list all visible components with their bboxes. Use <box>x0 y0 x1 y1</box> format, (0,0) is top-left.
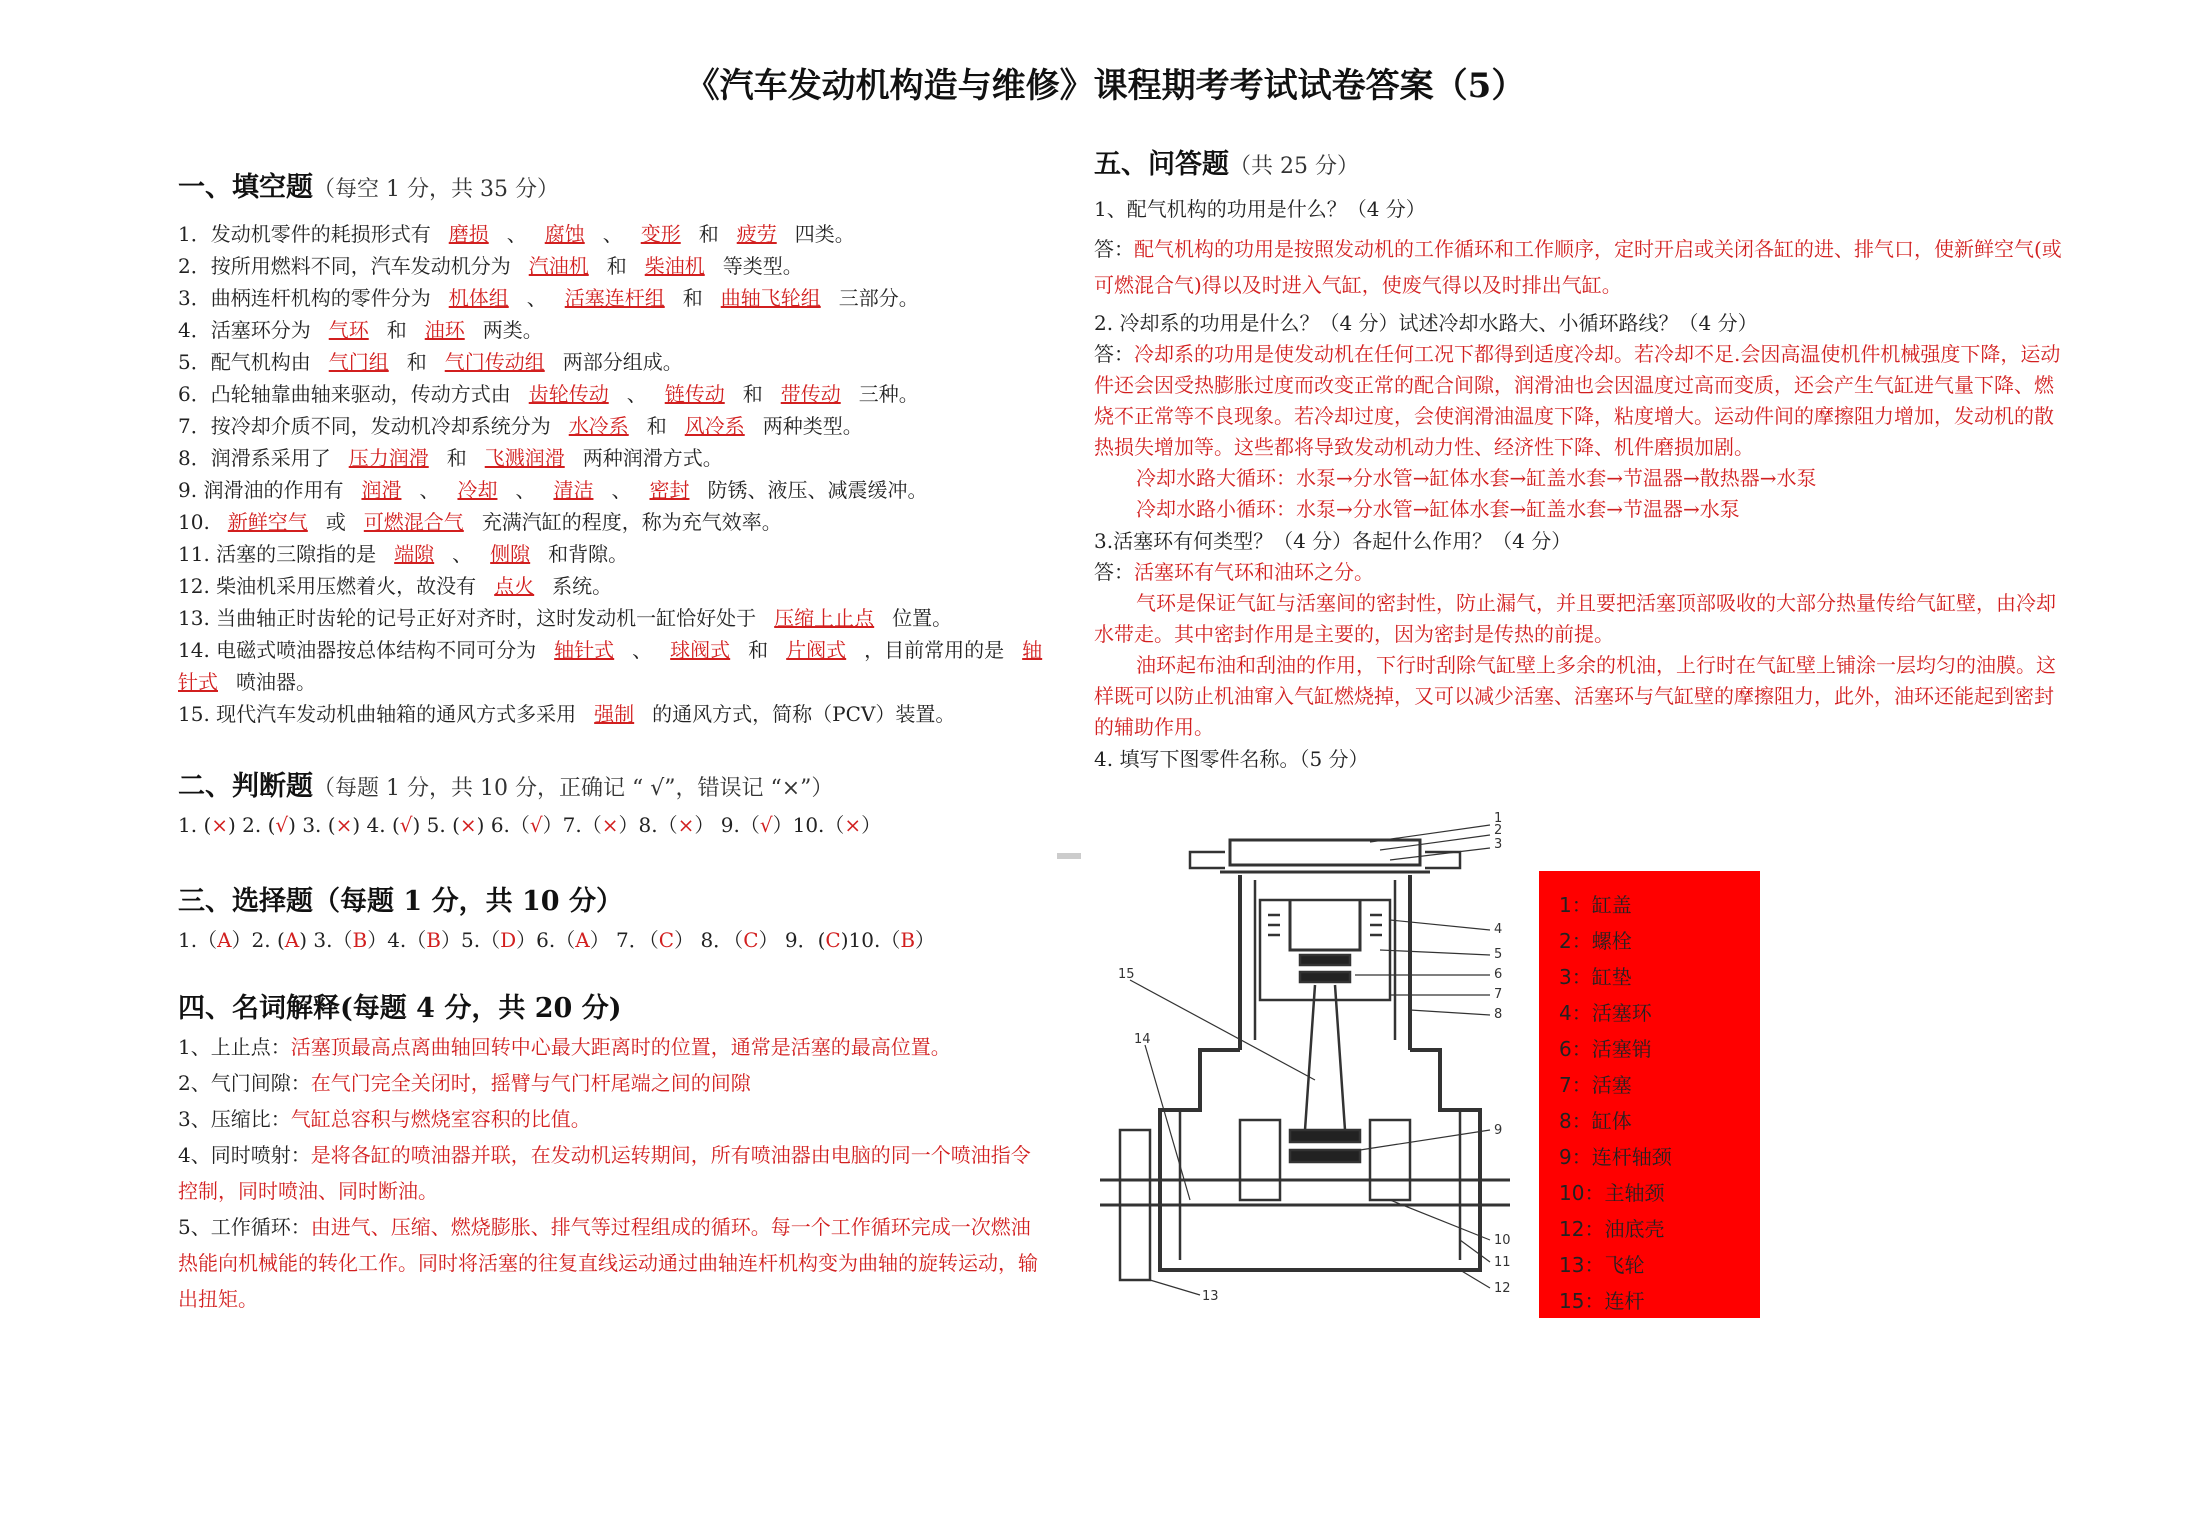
blank-text: ，目前常用的是 <box>864 638 1005 662</box>
blank-answer: 风冷系 <box>684 414 745 438</box>
blank-answer: 链传动 <box>664 382 725 406</box>
choice-letter: C <box>658 928 675 952</box>
blank-text: 和 <box>748 638 769 662</box>
callout-number: 3 <box>1494 837 1503 852</box>
blank-answer: 点火 <box>494 574 535 598</box>
term-definition: 在气门完全关闭时，摇臂与气门杆尾端之间的间隙 <box>310 1071 751 1095</box>
choice-number: ） 9．( <box>758 928 826 952</box>
blank-text: 和 <box>698 222 719 246</box>
fill-blank-item <box>178 506 1048 538</box>
blank-text: 7．按冷却介质不同，发动机冷却系统分为 <box>178 414 551 438</box>
choice-number: ）6.（ <box>516 928 576 952</box>
tf-number: ）10.（ <box>772 813 845 837</box>
blank-text: 和 <box>606 254 627 278</box>
section-fill-blank-heading: 一、填空题（每空 1 分，共 35 分） <box>178 172 559 203</box>
tf-number: ) 2. ( <box>228 813 276 837</box>
choice-letter: B <box>352 928 368 952</box>
blank-answer: 腐蚀 <box>544 222 585 246</box>
term-item <box>178 1065 1048 1101</box>
callout-number: 14 <box>1134 1032 1151 1047</box>
blank-text: 12. 柴油机采用压燃着火，故没有 <box>178 574 477 598</box>
blank-answer: 齿轮传动 <box>528 382 609 406</box>
page-title: 《汽车发动机构造与维修》课程期考考试试卷答案（5） <box>685 66 1526 106</box>
blank-text: 和 <box>386 318 407 342</box>
tf-number: ) 4. ( <box>352 813 400 837</box>
fill-blank-item <box>178 634 1048 698</box>
blank-text: 11. 活塞的三隙指的是 <box>178 542 377 566</box>
blank-answer: 水冷系 <box>568 414 629 438</box>
legend-item: 4：活塞环 <box>1559 1001 1652 1025</box>
callout-number: 12 <box>1494 1281 1511 1296</box>
tf-mark: × <box>211 813 229 837</box>
legend-item: 7：活塞 <box>1559 1073 1632 1097</box>
terms-list <box>178 1029 1048 1317</box>
cooling-big-loop: 冷却水路大循环：水泵→分水管→缸体水套→缸盖水套→节温器→散热器→水泵 <box>1136 466 1817 490</box>
blank-text: 、 <box>611 478 632 502</box>
true-false-answers <box>178 809 1048 841</box>
choice-number: 1.（ <box>178 928 218 952</box>
blank-text: 防锈、液压、减震缓冲。 <box>707 478 928 502</box>
tf-number: ）8.（ <box>618 813 678 837</box>
fill-blank-item <box>178 282 1048 314</box>
blank-text: 、 <box>419 478 440 502</box>
blank-answer: 球阀式 <box>670 638 731 662</box>
blank-text: 两种类型。 <box>762 414 863 438</box>
blank-text: 位置。 <box>892 606 953 630</box>
question-1: 1、配气机构的功用是什么？（4 分） <box>1094 197 1426 221</box>
blank-answer: 侧隙 <box>490 542 531 566</box>
choice-number: ） 8．（ <box>674 928 744 952</box>
blank-text: 两类。 <box>482 318 543 342</box>
choice-letter: C <box>825 928 841 952</box>
blank-answer: 轴针式 <box>178 638 1043 694</box>
blank-text: 四类。 <box>794 222 855 246</box>
cooling-small-loop: 冷却水路小循环：水泵→分水管→缸体水套→缸盖水套→节温器→水泵 <box>1136 497 1740 521</box>
blank-text: 、 <box>515 478 536 502</box>
scan-mark <box>1057 853 1081 859</box>
blank-answer: 变形 <box>640 222 681 246</box>
blank-text: 两种润滑方式。 <box>582 446 723 470</box>
term-label: 1、上止点： <box>178 1035 291 1059</box>
blank-text: 三部分。 <box>838 286 919 310</box>
blank-text: 和 <box>742 382 763 406</box>
blank-answer: 压缩上止点 <box>774 606 875 630</box>
blank-text: 和背隙。 <box>548 542 629 566</box>
callout-number: 11 <box>1494 1255 1511 1270</box>
blank-text: 1．发动机零件的耗损形式有 <box>178 222 431 246</box>
blank-text: 充满汽缸的程度，称为充气效率。 <box>481 510 782 534</box>
callout-number: 2 <box>1494 823 1503 838</box>
legend-item: 13：飞轮 <box>1559 1253 1645 1277</box>
callout-number: 10 <box>1494 1233 1511 1248</box>
fill-blank-item <box>178 474 1048 506</box>
fill-blank-item <box>178 378 1048 410</box>
blank-text: 6．凸轮轴靠曲轴来驱动，传动方式由 <box>178 382 511 406</box>
blank-text: 9. 润滑油的作用有 <box>178 478 344 502</box>
blank-answer: 强制 <box>594 702 635 726</box>
blank-text: 两部分组成。 <box>562 350 683 374</box>
blank-answer: 密封 <box>649 478 690 502</box>
fill-blank-item <box>178 218 1048 250</box>
blank-text: 2．按所用燃料不同，汽车发动机分为 <box>178 254 511 278</box>
blank-text: 等类型。 <box>722 254 803 278</box>
choice-number: )10.（ <box>840 928 901 952</box>
tf-number: ) 6.（ <box>476 813 530 837</box>
tf-number: ） 9.（ <box>694 813 760 837</box>
answer-3-gas-ring: 气环是保证气缸与活塞间的密封性，防止漏气，并且要把活塞顶部吸收的大部分热量传给气缸壁，由冷却水带走。其中密封作用是主要的，因为密封是传热的前提。 <box>1094 591 2056 646</box>
choice-answers <box>178 924 1048 956</box>
choice-letter: D <box>500 928 517 952</box>
answer-2: 答：冷却系的功用是使发动机在任何工况下都得到适度冷却。若冷却不足.会因高温使机件机械强度下降，运动件还会因受热膨胀过度而改变正常的配合间隙，润滑油也会因温度过高而变质，还会产生气缸进气量下降、燃烧不正常等不良现象。若冷却过度，会使润滑油温度下降，粘度增大。运动件间的摩擦阻力增加，发动机的散热损失增加等。这些都将导致发动机动力性、经济性下降、机件磨损加剧。 <box>1094 342 2061 459</box>
answer-3: 答：活塞环有气环和油环之分。 <box>1094 560 1374 584</box>
tf-mark: √ <box>399 813 413 837</box>
choice-number: ）4.（ <box>367 928 427 952</box>
blank-text: 或 <box>325 510 346 534</box>
blank-answer: 轴针式 <box>554 638 615 662</box>
callout-number: 13 <box>1202 1289 1219 1300</box>
parts-legend <box>1539 871 1760 1318</box>
term-definition: 是将各缸的喷油器并联，在发动机运转期间，所有喷油器由电脑的同一个喷油指令控制，同时喷油、同时断油。 <box>178 1143 1031 1203</box>
blank-text: 、 <box>632 638 653 662</box>
section-choice-heading: 三、选择题（每题 1 分，共 10 分） <box>178 886 623 917</box>
legend-item: 8：缸体 <box>1559 1109 1632 1133</box>
callout-number: 9 <box>1494 1123 1503 1138</box>
question-4: 4. 填写下图零件名称。（5 分） <box>1094 747 1369 771</box>
legend-item: 6：活塞销 <box>1559 1037 1652 1061</box>
legend-item: 1：缸盖 <box>1559 893 1632 917</box>
term-definition: 气缸总容积与燃烧室容积的比值。 <box>290 1107 591 1131</box>
blank-answer: 压力润滑 <box>348 446 429 470</box>
blank-answer: 气门组 <box>328 350 389 374</box>
choice-letter: C <box>743 928 759 952</box>
blank-text: 和 <box>446 446 467 470</box>
blank-text: 三种。 <box>858 382 919 406</box>
blank-text: 和 <box>646 414 667 438</box>
blank-text: 14. 电磁式喷油器按总体结构不同可分为 <box>178 638 537 662</box>
section-qa-heading: 五、问答题（共 25 分） <box>1094 149 1359 180</box>
blank-text: 的通风方式，简称（PCV）装置。 <box>652 702 956 726</box>
blank-answer: 疲劳 <box>736 222 777 246</box>
tf-mark: × <box>677 813 695 837</box>
fill-blank-list <box>178 218 1048 730</box>
blank-text: 4．活塞环分为 <box>178 318 311 342</box>
choice-letter: A <box>575 928 590 952</box>
term-definition: 由进气、压缩、燃烧膨胀、排气等过程组成的循环。每一个工作循环完成一次燃油热能向机械能的转化工作。同时将活塞的往复直线运动通过曲轴连杆机构变为曲轴的旋转运动，输出扭矩。 <box>178 1215 1038 1311</box>
blank-text: 和 <box>406 350 427 374</box>
legend-item: 2：螺栓 <box>1559 929 1632 953</box>
blank-answer: 清洁 <box>553 478 594 502</box>
callout-number: 15 <box>1118 967 1135 982</box>
tf-mark: √ <box>759 813 773 837</box>
right-column <box>1094 142 2064 775</box>
callout-number: 8 <box>1494 1007 1503 1022</box>
blank-text: 系统。 <box>552 574 613 598</box>
callout-number: 1 <box>1494 811 1503 826</box>
blank-answer: 油环 <box>424 318 465 342</box>
choice-number: ） 7．（ <box>589 928 659 952</box>
blank-answer: 磨损 <box>448 222 489 246</box>
choice-number: ）2. ( <box>231 928 285 952</box>
blank-text: 13. 当曲轴正时齿轮的记号正好对齐时，这时发动机一缸恰好处于 <box>178 606 757 630</box>
tf-number: ) 5. ( <box>412 813 460 837</box>
tf-mark: × <box>335 813 353 837</box>
tf-number: 1. ( <box>178 813 212 837</box>
blank-answer: 机体组 <box>448 286 509 310</box>
legend-item: 10：主轴颈 <box>1559 1181 1665 1205</box>
blank-answer: 新鲜空气 <box>227 510 308 534</box>
tf-mark: × <box>601 813 619 837</box>
legend-item: 9：连杆轴颈 <box>1559 1145 1672 1169</box>
legend-item: 15：连杆 <box>1559 1289 1645 1313</box>
tf-number: ） <box>861 813 882 837</box>
legend-item: 12：油底壳 <box>1559 1217 1665 1241</box>
tf-number: ) 3. ( <box>288 813 336 837</box>
blank-text: 、 <box>452 542 473 566</box>
answer-3-oil-ring: 油环起布油和刮油的作用，下行时刮除气缸壁上多余的机油，上行时在气缸壁上铺涂一层均匀的油膜。这样既可以防止机油窜入气缸燃烧掉，又可以减少活塞、活塞环与气缸壁的摩擦阻力，此外，油环还能起到密封的辅助作用。 <box>1094 653 2056 739</box>
blank-text: 15. 现代汽车发动机曲轴箱的通风方式多采用 <box>178 702 577 726</box>
blank-text: 、 <box>626 382 647 406</box>
choice-letter: B <box>900 928 916 952</box>
choice-letter: B <box>426 928 441 952</box>
tf-number: ）7.（ <box>542 813 602 837</box>
fill-blank-item <box>178 410 1048 442</box>
legend-item: 3：缸垫 <box>1559 965 1632 989</box>
term-item <box>178 1209 1048 1317</box>
left-column <box>178 165 1048 1317</box>
tf-mark: × <box>459 813 477 837</box>
blank-text: 5．配气机构由 <box>178 350 311 374</box>
section-true-false-heading: 二、判断题（每题 1 分，共 10 分，正确记 “ √”，错误记 “×”） <box>178 771 834 802</box>
tf-mark: √ <box>275 813 289 837</box>
term-label: 3、压缩比： <box>178 1107 291 1131</box>
blank-text: 10. <box>178 510 210 534</box>
choice-number: ) 3.（ <box>299 928 353 952</box>
blank-text: 、 <box>526 286 547 310</box>
blank-answer: 带传动 <box>780 382 841 406</box>
blank-answer: 气环 <box>328 318 369 342</box>
callout-number: 6 <box>1494 967 1503 982</box>
blank-answer: 气门传动组 <box>444 350 545 374</box>
callout-number: 7 <box>1494 987 1503 1002</box>
term-item <box>178 1137 1048 1209</box>
term-item <box>178 1029 1048 1065</box>
term-definition: 活塞顶最高点离曲轴回转中心最大距离时的位置，通常是活塞的最高位置。 <box>290 1035 951 1059</box>
term-label: 4、同时喷射： <box>178 1143 311 1167</box>
section-terms-heading: 四、名词解释(每题 4 分，共 20 分) <box>178 993 622 1024</box>
fill-blank-item <box>178 538 1048 570</box>
term-label: 2、气门间隙： <box>178 1071 311 1095</box>
engine-section-diagram <box>1090 800 1520 1300</box>
blank-answer: 片阀式 <box>786 638 847 662</box>
blank-answer: 活塞连杆组 <box>564 286 665 310</box>
blank-text: 3．曲柄连杆机构的零件分为 <box>178 286 431 310</box>
blank-answer: 曲轴飞轮组 <box>720 286 821 310</box>
blank-text: 和 <box>682 286 703 310</box>
blank-answer: 汽油机 <box>528 254 589 278</box>
blank-text: 喷油器。 <box>236 670 316 694</box>
blank-text: 、 <box>506 222 527 246</box>
fill-blank-item <box>178 698 1048 730</box>
fill-blank-item <box>178 314 1048 346</box>
blank-answer: 冷却 <box>457 478 498 502</box>
fill-blank-item <box>178 602 1048 634</box>
choice-letter: A <box>217 928 232 952</box>
callout-number: 5 <box>1494 947 1503 962</box>
fill-blank-item <box>178 442 1048 474</box>
blank-text: 8．润滑系采用了 <box>178 446 331 470</box>
blank-answer: 飞溅润滑 <box>484 446 565 470</box>
choice-letter: A <box>284 928 300 952</box>
fill-blank-item <box>178 346 1048 378</box>
question-2: 2. 冷却系的功用是什么？（4 分）试述冷却水路大、小循环路线？（4 分） <box>1094 311 1758 335</box>
answer-1: 答：配气机构的功用是按照发动机的工作循环和工作顺序，定时开启或关闭各缸的进、排气口，使新鲜空气(或可燃混合气)得以及时进入气缸，使废气得以及时排出气缸。 <box>1094 237 2062 297</box>
blank-answer: 端隙 <box>394 542 435 566</box>
choice-number: ） <box>915 928 936 952</box>
fill-blank-item <box>178 250 1048 282</box>
blank-text: 、 <box>602 222 623 246</box>
tf-mark: × <box>844 813 862 837</box>
fill-blank-item <box>178 570 1048 602</box>
choice-number: ）5.（ <box>441 928 501 952</box>
blank-answer: 可燃混合气 <box>363 510 464 534</box>
blank-answer: 润滑 <box>361 478 402 502</box>
tf-mark: √ <box>529 813 543 837</box>
term-item <box>178 1101 1048 1137</box>
term-label: 5、工作循环： <box>178 1215 311 1239</box>
callout-number: 4 <box>1494 922 1503 937</box>
blank-answer: 柴油机 <box>644 254 705 278</box>
question-3: 3.活塞环有何类型？（4 分）各起什么作用？（4 分） <box>1094 529 1572 553</box>
